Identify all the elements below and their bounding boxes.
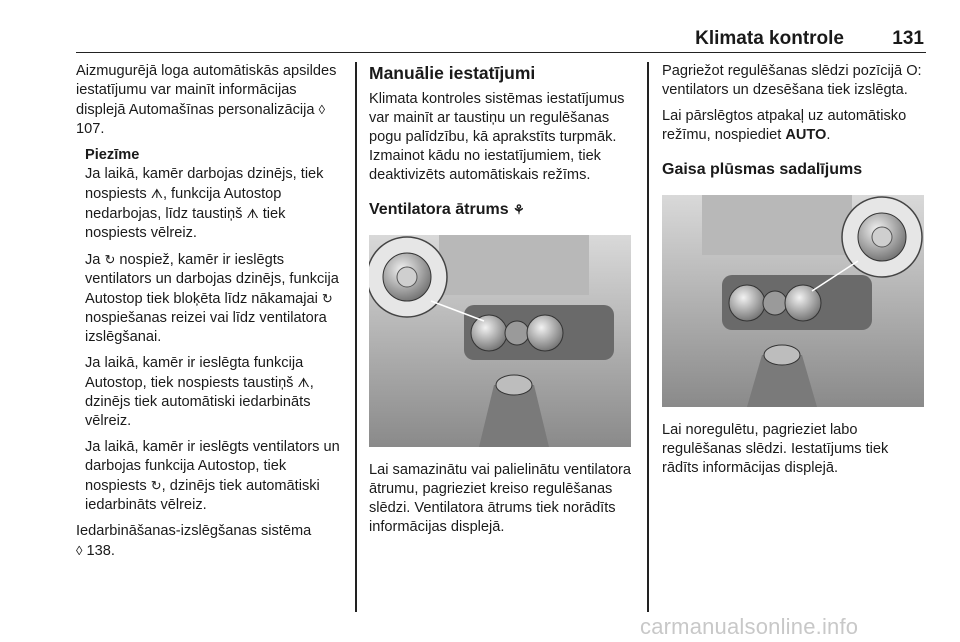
defrost-icon: ᗑ — [297, 375, 310, 390]
caption-paragraph: Lai samazinātu vai palielinātu ventilatora ātrumu, pagrieziet kreiso regulēšanas slēdzi. Ventilatora ātrums tiek norādīts informācijas displejā. — [369, 462, 632, 535]
fan-speed-knob-photo — [369, 235, 631, 447]
system-reference: Iedarbināšanas-izslēgšanas sistēma ◊ 138. — [76, 523, 312, 559]
off-position-paragraph: Pagriežot regulēšanas slēdzi pozīcijā O: ventilators un dzesēšana tiek izslēgta. — [662, 63, 922, 98]
page-reference[interactable]: 138. — [86, 543, 115, 559]
column-divider — [647, 62, 649, 612]
recirculation-icon: ↻ — [104, 252, 116, 267]
note-block — [76, 146, 348, 515]
column-divider — [355, 62, 357, 612]
note-paragraph: Ja ↻ nospiež, kamēr ir ieslēgts ventilators un darbojas dzinējs, funkcija Autostop tiek bloķēta līdz nākamajai ↻ nospiešanas reizei vai līdz ventilatora izslēgšanai. — [85, 252, 339, 345]
column-middle — [369, 62, 633, 544]
page-number: 131 — [892, 28, 924, 49]
auto-mode-paragraph: Lai pārslēgtos atpakaļ uz automātisko režīmu, nospiediet AUTO. — [662, 108, 907, 143]
watermark: carmanualsonline.info — [640, 614, 859, 639]
reference-arrow-icon: ◊ — [318, 102, 325, 117]
reference-arrow-icon: ◊ — [76, 543, 83, 558]
note-paragraph: Ja laikā, kamēr darbojas dzinējs, tiek nospiests ᗑ, funkcija Autostop nedarbojas, līdz taustiņš ᗑ tiek nospiests vēlreiz. — [85, 166, 324, 241]
intro-paragraph: Aizmugurējā loga automātiskās apsildes iestatījumu var mainīt informācijas displejā Automašīnas personalizācija ◊ 107. — [76, 63, 337, 137]
defrost-icon: ᗑ — [150, 186, 163, 201]
note-paragraph: Ja laikā, kamēr ir ieslēgts ventilators un darbojas funkcija Autostop, tiek nospiests ↻, dzinējs tiek automātiski iedarbināts vēlreiz. — [85, 439, 340, 513]
section-heading: Manuālie iestatījumi — [369, 63, 536, 83]
column-right — [662, 62, 928, 485]
defrost-icon: ᗑ — [246, 206, 259, 221]
section-title: Klimata kontrole — [695, 28, 844, 49]
intro-paragraph: Klimata kontroles sistēmas iestatījumus var mainīt ar taustiņu un regulēšanas pogu palīdzību, kā aprakstīts turpmāk. Izmainot kādu no iestatījumiem, tiek deaktivizēts automātiskais režīms. — [369, 91, 625, 183]
note-paragraph: Ja laikā, kamēr ir ieslēgta funkcija Autostop, tiek nospiests taustiņš ᗑ, dzinējs tiek automātiski iedarbināts vēlreiz. — [85, 355, 314, 429]
off-icon: O — [906, 63, 918, 79]
auto-button-label: AUTO — [785, 127, 827, 143]
recirculation-icon: ↻ — [321, 291, 333, 306]
subsection-heading: Ventilatora ātrums ⚘ — [369, 201, 525, 218]
subsection-heading: Gaisa plūsmas sadalījums — [662, 161, 863, 178]
air-distribution-knob-photo — [662, 195, 924, 407]
page-reference[interactable]: 107. — [76, 121, 105, 137]
caption-paragraph: Lai noregulētu, pagrieziet labo regulēšanas slēdzi. Iestatījums tiek rādīts informācijas displejā. — [662, 422, 889, 476]
column-left — [76, 62, 348, 568]
page-header — [76, 28, 926, 53]
note-title: Piezīme — [85, 147, 140, 163]
recirculation-icon: ↻ — [150, 478, 162, 493]
fan-icon: ⚘ — [513, 202, 525, 217]
